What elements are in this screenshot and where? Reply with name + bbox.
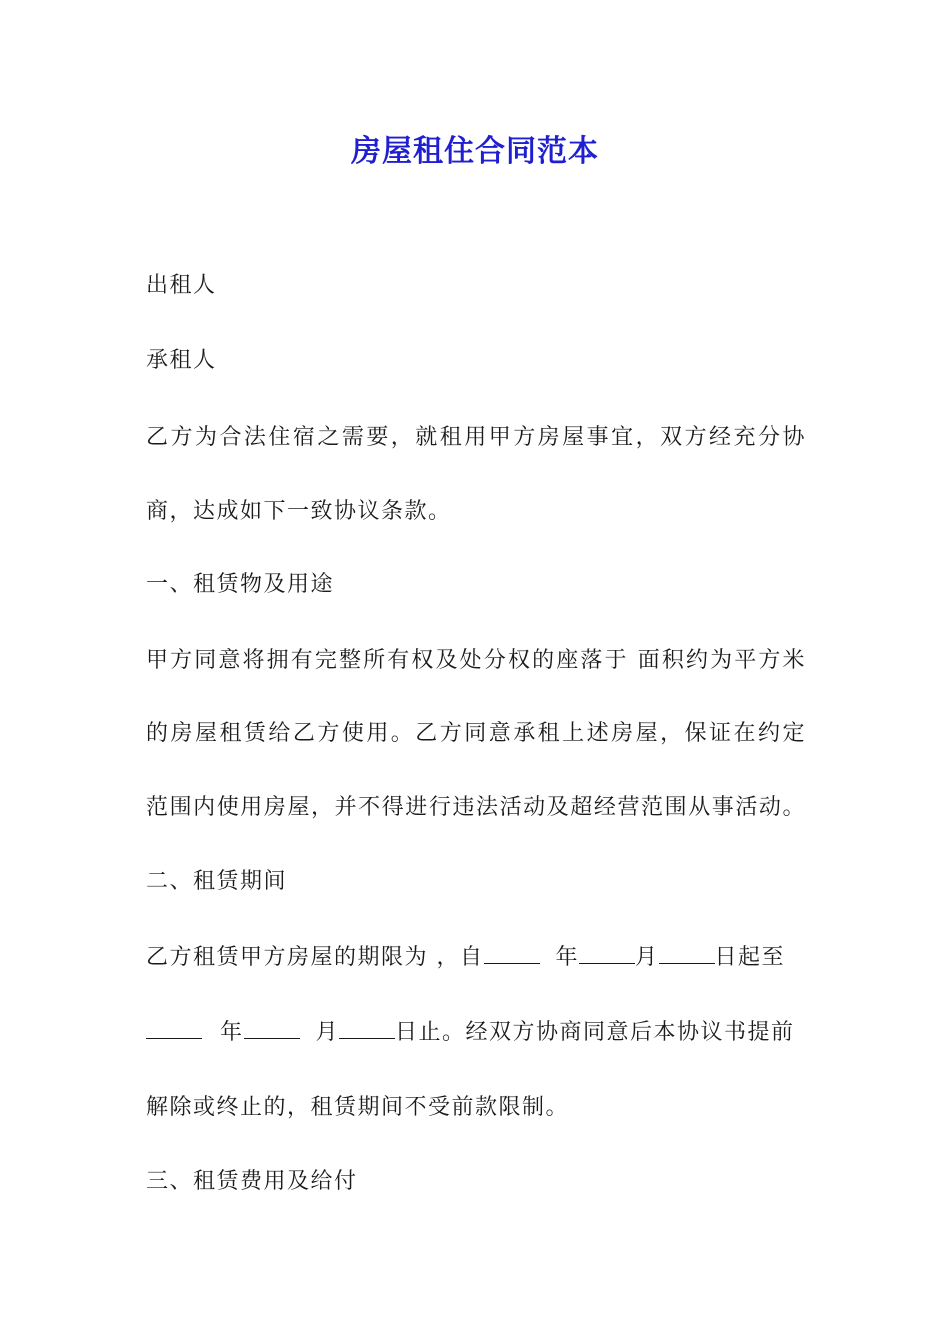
document-title: 房屋租住合同范本 <box>351 134 599 169</box>
lessee-label: 承租人 <box>146 348 217 373</box>
month-blank[interactable] <box>579 941 635 964</box>
paragraph-line: 甲方同意将拥有完整所有权及处分权的座落于 面积约为平方米 <box>146 648 806 673</box>
end-month-blank[interactable] <box>244 1016 300 1039</box>
paragraph-line: 的房屋租赁给乙方使用。乙方同意承租上述房屋，保证在约定 <box>146 721 806 746</box>
term-line-1 <box>146 940 806 976</box>
end-year-blank[interactable] <box>146 1016 202 1039</box>
section-heading-3: 三、租赁费用及给付 <box>146 1169 358 1194</box>
section-heading-1: 一、租赁物及用途 <box>146 572 335 597</box>
end-month-unit: 月 <box>315 1020 340 1045</box>
year-unit: 年 <box>555 945 580 970</box>
paragraph-line: 乙方为合法住宿之需要，就租用甲方房屋事宜，双方经充分协 <box>146 425 806 450</box>
day-blank[interactable] <box>659 941 715 964</box>
month-unit: 月 <box>635 945 659 970</box>
paragraph-line: 商，达成如下一致协议条款。 <box>146 499 452 524</box>
lessor-label: 出租人 <box>146 273 217 298</box>
year-blank[interactable] <box>484 941 540 964</box>
section-heading-2: 二、租赁期间 <box>146 869 288 894</box>
end-day-blank[interactable] <box>339 1016 395 1039</box>
term-line-2 <box>146 1015 806 1051</box>
end-year-unit: 年 <box>220 1020 244 1045</box>
day-to-text: 日起至 <box>714 945 786 970</box>
term-suffix: 日止。经双方协商同意后本协议书提前 <box>395 1020 795 1045</box>
paragraph-line: 解除或终止的，租赁期间不受前款限制。 <box>146 1095 570 1120</box>
term-prefix: 乙方租赁甲方房屋的期限为 ，自 <box>146 945 484 970</box>
paragraph-line: 范围内使用房屋，并不得进行违法活动及超经营范围从事活动。 <box>146 795 806 820</box>
